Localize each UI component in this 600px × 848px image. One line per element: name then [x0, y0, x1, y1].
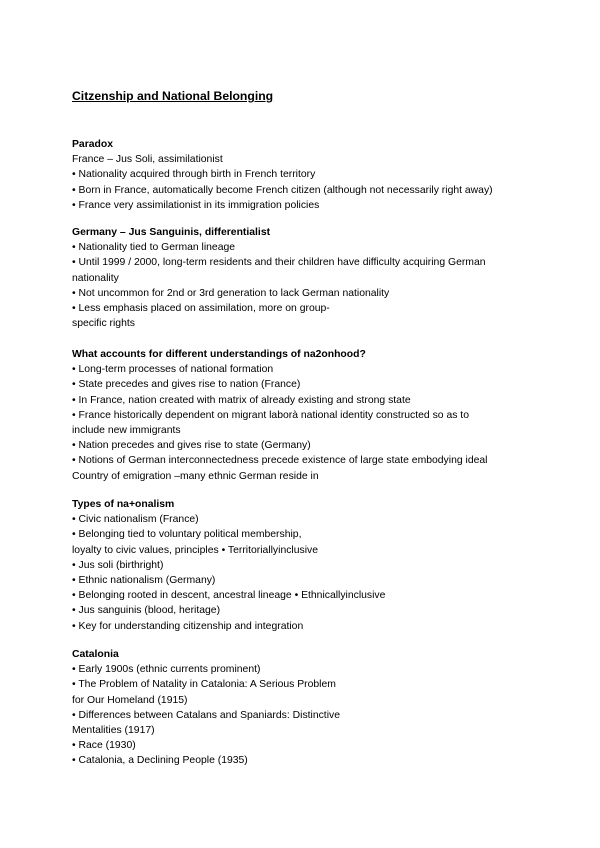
section-line: France – Jus Soli, assimilationist: [72, 154, 223, 166]
section-heading: Types of na+onalism: [72, 499, 175, 510]
section-line: • Born in France, automatically become French citizen (although not necessarily right away): [72, 184, 493, 196]
section-heading: Catalonia: [72, 649, 119, 660]
section-heading: Paradox: [72, 139, 114, 150]
section-heading: What accounts for different understandings of na2onhood?: [72, 349, 366, 360]
section-line: • Differences between Catalans and Spaniards: Distinctive: [72, 709, 340, 721]
section-line: • Belonging tied to voluntary political membership,: [72, 529, 302, 541]
section-line: • Nationality acquired through birth in French territory: [72, 169, 316, 181]
section-line: loyalty to civic values, principles • Territoriallyinclusive: [72, 544, 318, 556]
section-line: • Nation precedes and gives rise to state (Germany): [72, 440, 311, 452]
section-line: Country of emigration –many ethnic German reside in: [72, 470, 319, 482]
section-line: nationality: [72, 272, 119, 284]
section-line: • Catalonia, a Declining People (1935): [72, 755, 248, 767]
section-line: • Ethnic nationalism (Germany): [72, 575, 216, 586]
section-line: • State precedes and gives rise to nation (France): [72, 379, 301, 391]
section-line: • Nationality tied to German lineage: [72, 242, 236, 254]
section-line: • Long-term processes of national formation: [72, 364, 274, 376]
section-line: Mentalities (1917): [72, 725, 155, 736]
page-title: Citzenship and National Belonging: [72, 89, 274, 103]
section-line: • Notions of German interconnectedness precede existence of large state embodying ideal: [72, 455, 488, 467]
section-line: include new immigrants: [72, 425, 181, 436]
section-line: • Civic nationalism (France): [72, 514, 199, 526]
section-line: • Not uncommon for 2nd or 3rd generation to lack German nationality: [72, 287, 390, 299]
section-line: • In France, nation created with matrix of already existing and strong state: [72, 394, 411, 406]
section-line: • Early 1900s (ethnic currents prominent): [72, 664, 261, 676]
section-line: • Belonging rooted in descent, ancestral lineage • Ethnicallyinclusive: [72, 590, 386, 602]
section-line: • Jus soli (birthright): [72, 559, 164, 571]
section-line: • Until 1999 / 2000, long-term residents and their children have difficulty acquiring German: [72, 257, 486, 269]
section-line: for Our Homeland (1915): [72, 694, 188, 706]
section-line: • Key for understanding citizenship and integration: [72, 620, 304, 632]
section-line: • Race (1930): [72, 740, 136, 752]
section-line: • Less emphasis placed on assimilation, more on group-: [72, 303, 330, 314]
section-line: • Jus sanguinis (blood, heritage): [72, 605, 221, 617]
section-line: specific rights: [72, 318, 135, 330]
section-heading: Germany – Jus Sanguinis, differentialist: [72, 227, 271, 238]
section-line: • France historically dependent on migrant laborà national identity constructed so as to: [72, 409, 469, 421]
section-line: • France very assimilationist in its immigration policies: [72, 199, 320, 211]
section-line: • The Problem of Natality in Catalonia: A Serious Problem: [72, 679, 336, 691]
